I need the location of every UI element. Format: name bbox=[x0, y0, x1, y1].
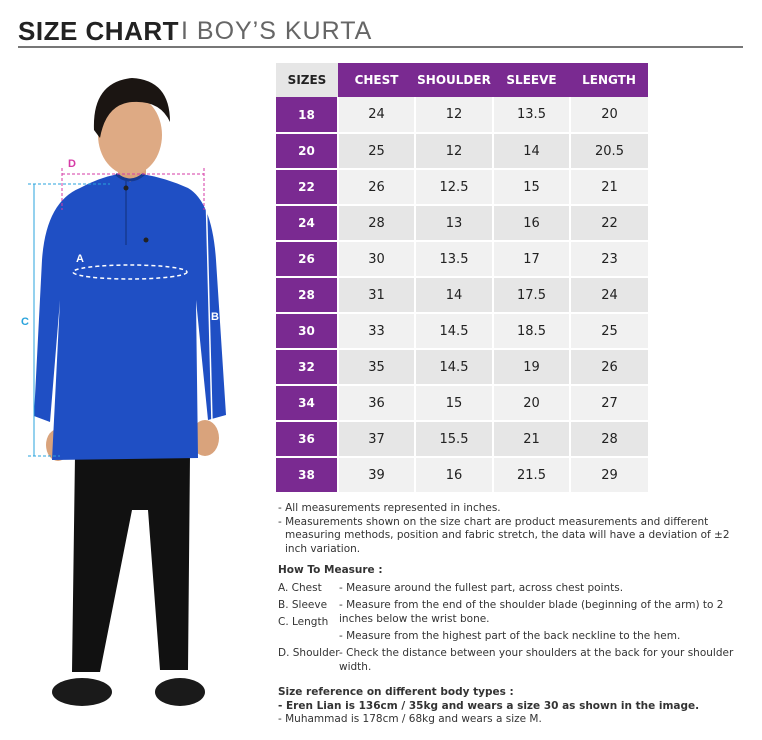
size-cell: 34 bbox=[276, 385, 338, 421]
table-row bbox=[276, 205, 648, 241]
kurta-button bbox=[124, 186, 129, 191]
value-cell: 39 bbox=[338, 457, 415, 493]
value-cell: 25 bbox=[570, 313, 648, 349]
measure-item-length bbox=[278, 616, 748, 647]
value-cell: 13.5 bbox=[415, 241, 493, 277]
measure-text: - Measure from the highest part of the back neckline to the hem. bbox=[339, 630, 681, 642]
value-cell: 13.5 bbox=[493, 97, 570, 133]
left-shoe bbox=[52, 678, 112, 706]
value-cell: 17 bbox=[493, 241, 570, 277]
header-shoulder: SHOULDER bbox=[415, 63, 493, 97]
value-cell: 26 bbox=[570, 349, 648, 385]
table-row bbox=[276, 457, 648, 493]
value-cell: 20.5 bbox=[570, 133, 648, 169]
value-cell: 28 bbox=[570, 421, 648, 457]
how-to-measure bbox=[278, 564, 748, 677]
value-cell: 19 bbox=[493, 349, 570, 385]
value-cell: 15 bbox=[493, 169, 570, 205]
value-cell: 13 bbox=[415, 205, 493, 241]
measure-text: - Measure from the end of the shoulder blade (beginning of the arm) to 2 inches below the wrist bone. bbox=[339, 599, 724, 625]
value-cell: 15 bbox=[415, 385, 493, 421]
value-cell: 20 bbox=[493, 385, 570, 421]
header-length: LENGTH bbox=[570, 63, 648, 97]
value-cell: 24 bbox=[570, 277, 648, 313]
value-cell: 28 bbox=[338, 205, 415, 241]
label-c: C bbox=[21, 316, 29, 328]
value-cell: 16 bbox=[415, 457, 493, 493]
value-cell: 31 bbox=[338, 277, 415, 313]
table-row bbox=[276, 277, 648, 313]
value-cell: 33 bbox=[338, 313, 415, 349]
table-header-row bbox=[276, 63, 648, 97]
size-table bbox=[276, 63, 648, 494]
reference-line: - Eren Lian is 136cm / 35kg and wears a size 30 as shown in the image. bbox=[278, 699, 700, 712]
size-cell: 30 bbox=[276, 313, 338, 349]
size-cell: 26 bbox=[276, 241, 338, 277]
value-cell: 21.5 bbox=[493, 457, 570, 493]
reference-title: Size reference on different body types : bbox=[278, 686, 514, 698]
size-reference bbox=[278, 686, 748, 727]
measure-label: B. Sleeve bbox=[278, 599, 328, 611]
value-cell: 35 bbox=[338, 349, 415, 385]
value-cell: 12.5 bbox=[415, 169, 493, 205]
value-cell: 37 bbox=[338, 421, 415, 457]
value-cell: 21 bbox=[493, 421, 570, 457]
value-cell: 25 bbox=[338, 133, 415, 169]
measure-label: A. Chest bbox=[278, 582, 322, 594]
label-d: D bbox=[68, 158, 76, 170]
value-cell: 14.5 bbox=[415, 349, 493, 385]
header-sleeve: SLEEVE bbox=[493, 63, 570, 97]
trousers bbox=[72, 455, 190, 672]
value-cell: 14 bbox=[493, 133, 570, 169]
size-cell: 32 bbox=[276, 349, 338, 385]
model-figure bbox=[20, 60, 265, 730]
how-to-title: How To Measure : bbox=[278, 564, 383, 576]
value-cell: 23 bbox=[570, 241, 648, 277]
measure-text: - Measure around the fullest part, across chest points. bbox=[339, 582, 624, 594]
size-cell: 18 bbox=[276, 97, 338, 133]
kurta-illustration bbox=[20, 60, 265, 730]
note-line: - All measurements represented in inches. bbox=[278, 502, 501, 514]
value-cell: 26 bbox=[338, 169, 415, 205]
kurta-button bbox=[144, 238, 149, 243]
value-cell: 27 bbox=[570, 385, 648, 421]
value-cell: 12 bbox=[415, 133, 493, 169]
table-row bbox=[276, 169, 648, 205]
table-row bbox=[276, 385, 648, 421]
table-row bbox=[276, 313, 648, 349]
header-chest: CHEST bbox=[338, 63, 415, 97]
size-cell: 28 bbox=[276, 277, 338, 313]
reference-line: - Muhammad is 178cm / 68kg and wears a size M. bbox=[278, 713, 542, 725]
value-cell: 30 bbox=[338, 241, 415, 277]
right-shoe bbox=[155, 678, 205, 706]
page-subtitle: I BOY’S KURTA bbox=[181, 17, 373, 45]
measure-item-sleeve bbox=[278, 599, 748, 630]
size-cell: 22 bbox=[276, 169, 338, 205]
size-cell: 38 bbox=[276, 457, 338, 493]
page-title: SIZE CHART bbox=[18, 16, 179, 46]
value-cell: 12 bbox=[415, 97, 493, 133]
kurta bbox=[34, 174, 226, 460]
page-header bbox=[18, 14, 743, 48]
value-cell: 14 bbox=[415, 277, 493, 313]
table-row bbox=[276, 241, 648, 277]
value-cell: 29 bbox=[570, 457, 648, 493]
header-sizes: SIZES bbox=[276, 63, 338, 97]
value-cell: 17.5 bbox=[493, 277, 570, 313]
measure-item-shoulder bbox=[278, 647, 748, 677]
value-cell: 18.5 bbox=[493, 313, 570, 349]
value-cell: 36 bbox=[338, 385, 415, 421]
label-a: A bbox=[76, 253, 84, 265]
table-row bbox=[276, 349, 648, 385]
value-cell: 15.5 bbox=[415, 421, 493, 457]
size-cell: 24 bbox=[276, 205, 338, 241]
value-cell: 21 bbox=[570, 169, 648, 205]
notes bbox=[278, 502, 748, 556]
value-cell: 16 bbox=[493, 205, 570, 241]
measure-item-chest bbox=[278, 582, 748, 599]
measure-label: C. Length bbox=[278, 616, 329, 628]
value-cell: 14.5 bbox=[415, 313, 493, 349]
table-row bbox=[276, 133, 648, 169]
table-row bbox=[276, 421, 648, 457]
size-cell: 20 bbox=[276, 133, 338, 169]
note-line: - Measurements shown on the size chart are product measurements and different measuring methods, position and fabric stretch, the data will have a deviation of ±2 inch variation. bbox=[278, 515, 730, 555]
label-b: B bbox=[211, 311, 219, 323]
value-cell: 22 bbox=[570, 205, 648, 241]
measure-text: - Check the distance between your shoulders at the back for your shoulder width. bbox=[339, 647, 734, 673]
table-row bbox=[276, 97, 648, 133]
value-cell: 20 bbox=[570, 97, 648, 133]
measure-label: D. Shoulder bbox=[278, 647, 340, 659]
size-cell: 36 bbox=[276, 421, 338, 457]
value-cell: 24 bbox=[338, 97, 415, 133]
